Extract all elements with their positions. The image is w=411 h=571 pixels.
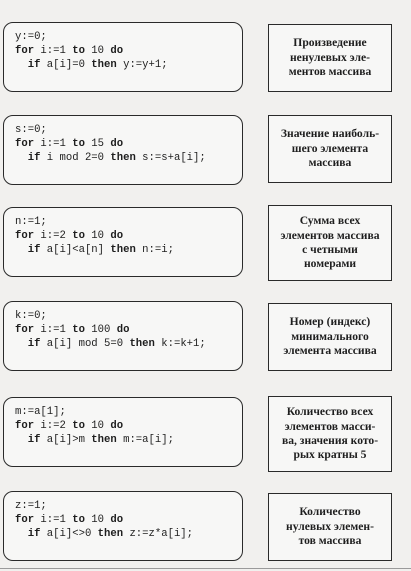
code-keyword: to — [72, 229, 85, 242]
description-line: Количество всех — [286, 405, 374, 419]
code-text: i:=1 — [34, 323, 73, 336]
code-text: m:=a[i]; — [116, 433, 174, 446]
code-keyword: to — [72, 323, 85, 336]
code-keyword: then — [97, 527, 124, 540]
code-card — [3, 301, 243, 371]
code-keyword: to — [72, 513, 85, 526]
code-keyword: for — [15, 137, 35, 150]
code-line — [15, 406, 234, 420]
code-card — [3, 397, 243, 467]
code-text: a[i]<>0 — [40, 527, 98, 540]
code-keyword: do — [110, 137, 124, 150]
code-text: 15 — [84, 137, 111, 150]
description-line: ментов массива — [288, 65, 372, 79]
code-text: i:=2 — [34, 419, 73, 432]
code-text: s:=s+a[i]; — [135, 151, 206, 164]
code-line — [15, 244, 234, 258]
code-text: z:=1; — [15, 500, 47, 512]
code-line — [15, 31, 234, 45]
code-text: y:=0; — [15, 31, 47, 43]
code-keyword: do — [110, 513, 124, 526]
code-line — [15, 152, 234, 166]
code-text: z:=z*a[i]; — [123, 527, 194, 540]
description-line: Сумма всех — [299, 214, 361, 228]
code-text: a[i]<a[n] — [40, 243, 111, 256]
description-card — [268, 205, 392, 281]
code-text: i:=2 — [34, 229, 73, 242]
code-card — [3, 207, 243, 277]
code-line — [15, 338, 234, 352]
code-keyword: do — [110, 419, 124, 432]
code-text: a[i] mod 5=0 — [40, 337, 130, 350]
description-line: Номер (индекс) — [289, 315, 371, 329]
code-keyword: for — [15, 419, 35, 432]
description-line: рых кратны 5 — [293, 448, 367, 462]
code-text: i mod 2=0 — [40, 151, 111, 164]
code-text: n:=i; — [135, 243, 174, 256]
code-keyword: for — [15, 229, 35, 242]
code-line — [15, 138, 234, 152]
code-keyword: for — [15, 323, 35, 336]
code-keyword: if — [15, 243, 41, 256]
description-line: Количество — [299, 505, 361, 519]
page-bottom-divider — [0, 568, 411, 569]
code-line — [15, 324, 234, 338]
description-line: шего элемента — [291, 141, 369, 155]
code-line — [15, 500, 234, 514]
code-line — [15, 45, 234, 59]
description-card — [268, 115, 392, 183]
code-keyword: then — [110, 243, 136, 256]
code-keyword: for — [15, 44, 35, 57]
description-line: номерами — [303, 257, 357, 271]
code-keyword: then — [91, 433, 117, 446]
code-text: y:=y+1; — [116, 58, 168, 71]
code-text: 10 — [84, 513, 111, 526]
code-keyword: if — [15, 527, 41, 540]
code-keyword: to — [72, 44, 85, 57]
description-card — [268, 303, 392, 371]
code-line — [15, 434, 234, 448]
code-text: 10 — [84, 419, 111, 432]
code-text: i:=1 — [34, 44, 73, 57]
code-line — [15, 528, 234, 542]
code-text: k:=0; — [15, 310, 47, 322]
description-line: ненулевых эле- — [290, 50, 370, 64]
code-text: 10 — [84, 229, 111, 242]
description-card — [268, 24, 392, 92]
code-line — [15, 514, 234, 528]
code-keyword: do — [116, 323, 130, 336]
code-text: 10 — [84, 44, 111, 57]
code-keyword: then — [129, 337, 155, 350]
code-keyword: for — [15, 513, 35, 526]
code-line — [15, 59, 234, 73]
description-line: минимального — [291, 329, 369, 343]
code-text: n:=1; — [15, 216, 47, 228]
code-keyword: do — [110, 229, 124, 242]
description-line: элемента массива — [283, 344, 377, 358]
code-line — [15, 310, 234, 324]
description-line: Значение наиболь- — [280, 127, 380, 141]
code-line — [15, 420, 234, 434]
code-text: a[i]>m — [40, 433, 92, 446]
code-text: a[i]=0 — [40, 58, 92, 71]
code-card — [3, 22, 243, 92]
code-keyword: to — [72, 137, 85, 150]
code-keyword: if — [15, 151, 41, 164]
code-keyword: if — [15, 58, 41, 71]
description-line: элементов массива — [280, 228, 380, 242]
code-text: m:=a[1]; — [15, 406, 66, 418]
description-line: нулевых элемен- — [286, 519, 374, 533]
description-line: Произведение — [293, 36, 367, 50]
code-keyword: then — [110, 151, 136, 164]
code-line — [15, 216, 234, 230]
code-keyword: if — [15, 337, 41, 350]
code-card — [3, 115, 243, 185]
code-card — [3, 491, 243, 561]
description-line: тов массива — [298, 534, 362, 548]
code-keyword: if — [15, 433, 41, 446]
code-keyword: to — [72, 419, 85, 432]
description-line: с четными — [302, 243, 358, 256]
code-line — [15, 124, 234, 138]
description-line: массива — [308, 156, 352, 170]
code-text: i:=1 — [34, 137, 73, 150]
description-card — [268, 396, 392, 472]
code-text: k:=k+1; — [154, 337, 206, 350]
description-card — [268, 493, 392, 561]
code-line — [15, 230, 234, 244]
description-line: элементов масси- — [284, 419, 376, 433]
code-keyword: do — [110, 44, 124, 57]
code-text: i:=1 — [34, 513, 73, 526]
code-text: s:=0; — [15, 124, 47, 136]
description-line: ва, значения кото- — [281, 434, 379, 447]
code-keyword: then — [91, 58, 117, 71]
code-text: 100 — [84, 323, 117, 336]
